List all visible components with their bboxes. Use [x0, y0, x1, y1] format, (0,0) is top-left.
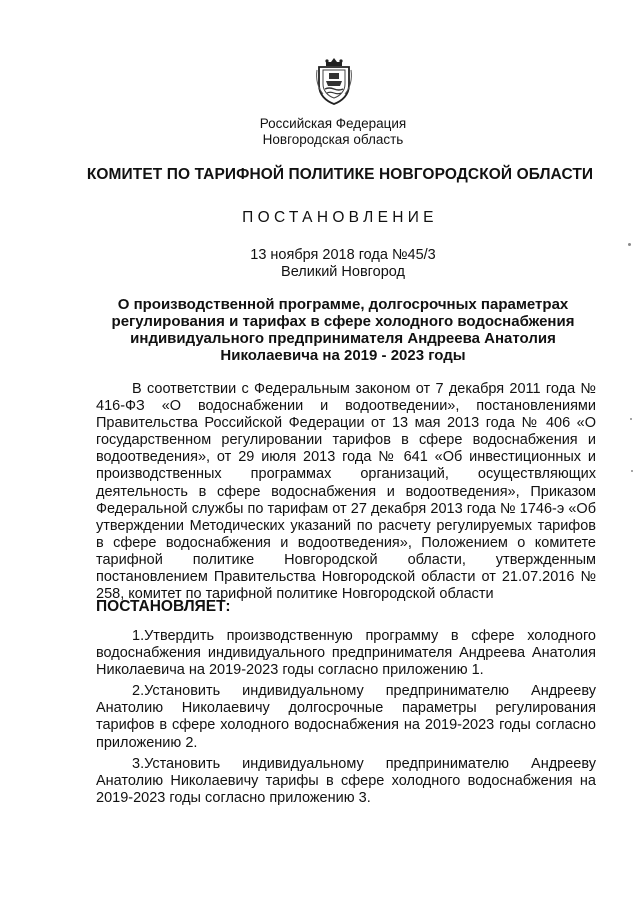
decree-item: 3.Установить индивидуальному предпринимателю Андрееву Анатолию Николаевичу тарифы в сфере холодного водоснабжения на 2019-2023 годы согласно приложению 3.	[96, 755, 596, 806]
document-city: Великий Новгород	[281, 264, 405, 280]
decree-items	[96, 628, 596, 811]
preamble	[96, 381, 596, 603]
novgorod-coat-of-arms-icon	[314, 56, 354, 106]
preamble-text: В соответствии с Федеральным законом от 7 декабря 2011 года № 416-ФЗ «О водоснабжении и водоотведении», постановлениями Правительства Российской Федерации от 13 мая 2013 года № 406 «О государственном регулировании тарифов в сфере водоснабжения и водоотведения», от 29 июля 2013 года № 641 «Об инвестиционных и производственных программах организаций, осуществляющих деятельность в сфере водоснабжения и водоотведения», Приказом Федеральной службы по тарифам от 27 декабря 2013 года № 1746-э «Об утверждении Методических указаний по расчету регулируемых тарифов в сфере водоснабжения и водоотведения», Положением о комитете тарифной политике Новгородской области, утвержденным постановлением Правительства Новгородской области от 21.07.2016 № 258, комитет по тарифной политике Новгородской области	[96, 381, 596, 603]
scan-speck	[628, 243, 631, 246]
document-title: О производственной программе, долгосрочных параметрах регулирования и тарифах в сфере холодного водоснабжения индивидуального предпринимателя Андреева Анатолия Николаевича на 2019 - 2023 годы	[111, 296, 575, 364]
committee-name: КОМИТЕТ ПО ТАРИФНОЙ ПОЛИТИКЕ НОВГОРОДСКОЙ ОБЛАСТИ	[86, 166, 594, 183]
scan-speck	[630, 418, 632, 420]
region-name: Новгородская область	[262, 132, 404, 147]
decree-word: ПОСТАНОВЛЯЕТ:	[96, 598, 231, 615]
scan-speck	[631, 470, 633, 472]
decree-item: 1.Утвердить производственную программу в сфере холодного водоснабжения индивидуального предпринимателя Андреева Анатолия Николаевича на 2019-2023 годы согласно приложению 1.	[96, 628, 596, 679]
document-type: ПОСТАНОВЛЕНИЕ	[242, 209, 438, 226]
document-date-number: 13 ноября 2018 года №45/3	[250, 247, 436, 263]
decree-item: 2.Установить индивидуальному предпринимателю Андрееву Анатолию Николаевичу долгосрочные параметры регулирования тарифов в сфере холодного водоснабжения на 2019-2023 годы согласно приложению 2.	[96, 683, 596, 751]
country-name: Российская Федерация	[259, 116, 407, 131]
